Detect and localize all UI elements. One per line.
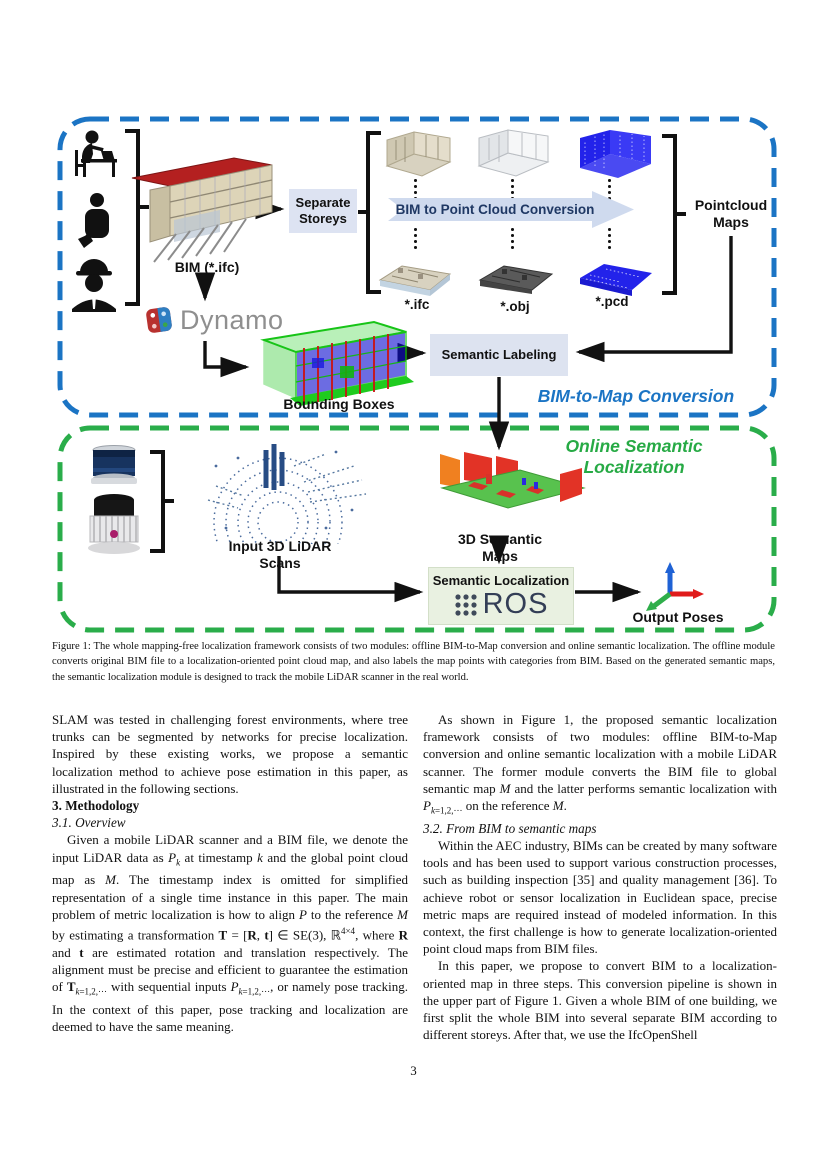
bim-building-model — [130, 148, 276, 264]
semantic-maps-label: 3D Semantic Maps — [457, 531, 543, 564]
bounding-boxes-model — [254, 314, 414, 406]
ros-logo — [454, 590, 549, 619]
paragraph: In this paper, we propose to convert BIM to a localization-oriented map in three steps. This conversion pipeline is shown in the upper part of Figure 1. Given a whole BIM of one building, we first split the whole BIM into several separate BIM according to different storeys. After that, we use the IfcOpenShell — [423, 958, 777, 1043]
ouster-lidar-image — [84, 492, 144, 556]
paragraph: As shown in Figure 1, the proposed semantic localization framework consists of two modules: offline BIM-to-Map conversion and online semantic localization with a mobile LiDAR scanner. The former module converts the BIM file to global semantic map M and the latter performs semantic localization with $P_{k=1,2,\cdot\cdot\cdot}$ on the reference M. — [423, 712, 777, 816]
semantic-map-model — [434, 444, 590, 538]
semantic-localization-box — [428, 567, 574, 625]
file-ifc-label: *.ifc — [404, 297, 430, 312]
velodyne-lidar-image — [88, 444, 140, 488]
bim-file-label: BIM (*.ifc) — [174, 259, 240, 275]
file-obj-label: *.obj — [500, 299, 530, 314]
semantic-labeling-box: Semantic Labeling — [430, 334, 568, 376]
right-column — [423, 711, 777, 1043]
semantic-localization-label: Semantic Localization — [432, 573, 570, 588]
section-heading-methodology: 3. Methodology — [52, 798, 140, 814]
storey-model-obj — [474, 124, 550, 180]
bounding-boxes-label: Bounding Boxes — [283, 396, 395, 412]
paragraph: Within the AEC industry, BIMs can be created by many software tools and has been used to support various construction processes, such as building inspection [35] and quality management [36]. To achieve robot or sensor localization in Euclidean space, precise metric maps are required instead of modeled information. In this context, the first challenge is how to generate localization-oriented point cloud maps from BIM files. — [423, 838, 777, 957]
ellipsis — [511, 228, 514, 249]
flat-pointcloud-pcd — [578, 246, 654, 296]
flat-model-obj — [478, 248, 554, 294]
module-online-label: Online Semantic Localization — [565, 436, 703, 477]
subsection-heading-overview: 3.1. Overview — [52, 815, 126, 831]
subsection-heading-from-bim: 3.2. From BIM to semantic maps — [423, 820, 597, 836]
dynamo-label: Dynamo — [180, 304, 284, 335]
input-scans-label: Input 3D LiDAR Scans — [228, 538, 332, 571]
pointcloud-maps-label: Pointcloud Maps — [694, 197, 768, 230]
stakeholder-icons — [70, 128, 126, 312]
ros-dots-icon — [454, 593, 478, 617]
ros-label: ROS — [482, 588, 549, 620]
output-poses-label: Output Poses — [632, 609, 724, 625]
page-number: 3 — [410, 1063, 417, 1078]
engineer-helmet-icon — [72, 259, 116, 312]
paragraph: SLAM was tested in challenging forest environments, where tree trunks can be segmented by networks for precise localization. Inspired by these existing works, we propose a semantic localization method to achieve pose estimation in this paper, as illustrated in the following sections. — [52, 712, 408, 796]
conversion-banner-label: BIM to Point Cloud Conversion — [395, 202, 595, 217]
paragraph: Given a mobile LiDAR scanner and a BIM file, we denote the input LiDAR data as $P_k$ at timestamp k and the global point cloud map as M. The timestamp index is omitted for simplified representation of a single time instance in this paper. The main problem of metric localization is how to align P to the reference M by estimating a transformation T = [R, t] ∈ SE(3), ℝ$^{4\times 4}$, where R and t are estimated rotation and translation respectively. The alignment must be precise and efficient to guarantee the estimation of $T_{k=1,2,\cdot\cdot\cdot}$ with sequential inputs $P_{k=1,2,\cdot\cdot\cdot}$, or namely pose tracking. In the context of this paper, pose tracking and localization are deemed to have the same meaning. — [52, 832, 409, 1034]
surveyor-icon — [78, 193, 109, 248]
left-column — [52, 711, 408, 1035]
module-offline-label: BIM-to-Map Conversion — [537, 386, 735, 406]
storey-model-ifc — [382, 126, 452, 180]
dynamo-logo — [144, 303, 174, 337]
separate-storeys-box: Separate Storeys — [289, 189, 357, 233]
flat-model-ifc — [378, 246, 452, 296]
lidar-scan-pointcloud — [186, 436, 374, 544]
conversion-banner — [388, 191, 634, 228]
file-pcd-label: *.pcd — [595, 294, 629, 309]
designer-at-desk-icon — [75, 131, 117, 178]
figure-caption: Figure 1: The whole mapping-free localization framework consists of two modules: offline BIM-to-Map conversion and online semantic localization. The offline module converts original BIM file to a localization-oriented point cloud map, and also labels the map points with categories from BIM. Based on the generated semantic maps, the semantic localization module is designed to track the mobile LiDAR scanner in the real world. — [52, 641, 775, 683]
pose-axes-icon — [644, 558, 706, 612]
storey-pointcloud-pcd — [575, 124, 653, 184]
